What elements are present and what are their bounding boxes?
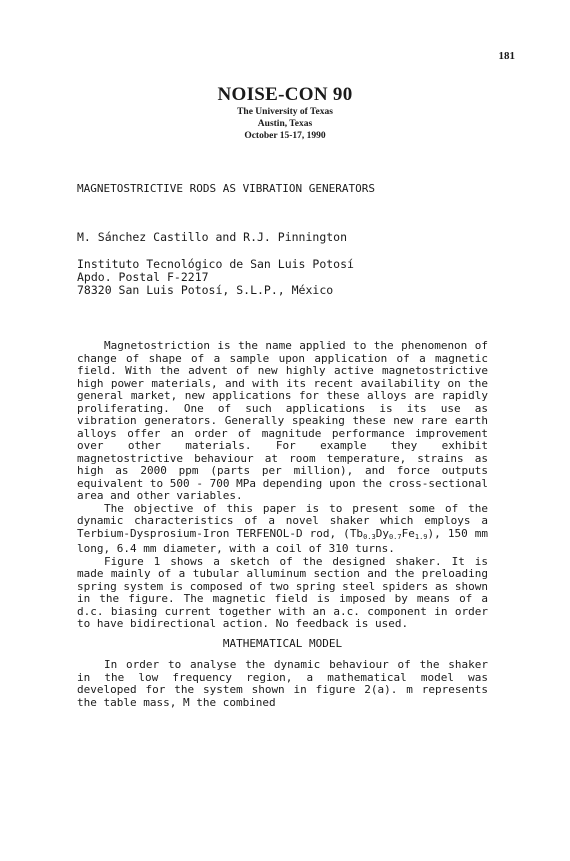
paper-body: [77, 340, 488, 709]
body-paragraph: Figure 1 shows a sketch of the designed shaker. It is made mainly of a tubular alluminum section and the preloading spring system is composed of two spring steel spiders as shown in the figure. The magnetic field is imposed by means of a d.c. biasing current together with an a.c. component in order to have bidirectional action. No feedback is used.: [77, 554, 488, 630]
conference-dates: October 15-17, 1990: [244, 131, 326, 141]
conference-university: The University of Texas: [237, 107, 333, 117]
body-paragraph: [77, 503, 488, 556]
conference-title: NOISE-CON 90: [217, 84, 353, 105]
author-affiliation: [77, 258, 354, 297]
body-paragraph: In order to analyse the dynamic behaviour of the shaker in the low frequency region, a mathematical model was developed for the system shown in figure 2(a). m represents the table mass, M the combined: [77, 658, 488, 709]
page-number: 181: [498, 50, 515, 62]
conference-header: [0, 84, 570, 142]
section-heading: MATHEMATICAL MODEL: [222, 636, 343, 650]
paragraph-text: ), 150 mm long, 6.4 mm diameter, with a coil of 310 turns.: [77, 526, 488, 555]
paragraph-text: The objective of this paper is to present some of the dynamic characteristics of a novel shaker which employs a Terbium-Dysprosium-Iron TERFENOL-D rod, (: [77, 501, 488, 540]
affiliation-line: Apdo. Postal F-2217: [77, 270, 209, 284]
conference-location: Austin, Texas: [257, 119, 313, 129]
affiliation-line: 78320 San Luis Potosí, S.L.P., México: [77, 283, 334, 297]
paper-authors: M. Sánchez Castillo and R.J. Pinnington: [77, 230, 348, 244]
body-paragraph: Magnetostriction is the name applied to the phenomenon of change of shape of a sample upon application of a magnetic field. With the advent of new highly active magnetostrictive high power materials, and with its recent availability on the general market, new applications for these alloys are rapidly proliferating. One of such applications is its use as vibration generators. Generally speaking these new rare earth alloys offer an order of magnitude performance improvement over other materials. For example they exhibit magnetostrictive behaviour at room temperature, strains as high as 2000 ppm (parts per million), and force outputs equivalent to 500 - 700 MPa depending upon the cross-sectional area and other variables.: [77, 339, 488, 502]
paper-title: MAGNETOSTRICTIVE RODS AS VIBRATION GENERATORS: [77, 182, 376, 195]
chemical-formula: $Tb_{0.3}Dy_{0.7}Fe_{1.9}$: [349, 526, 428, 541]
affiliation-line: Instituto Tecnológico de San Luis Potosí: [77, 257, 354, 271]
